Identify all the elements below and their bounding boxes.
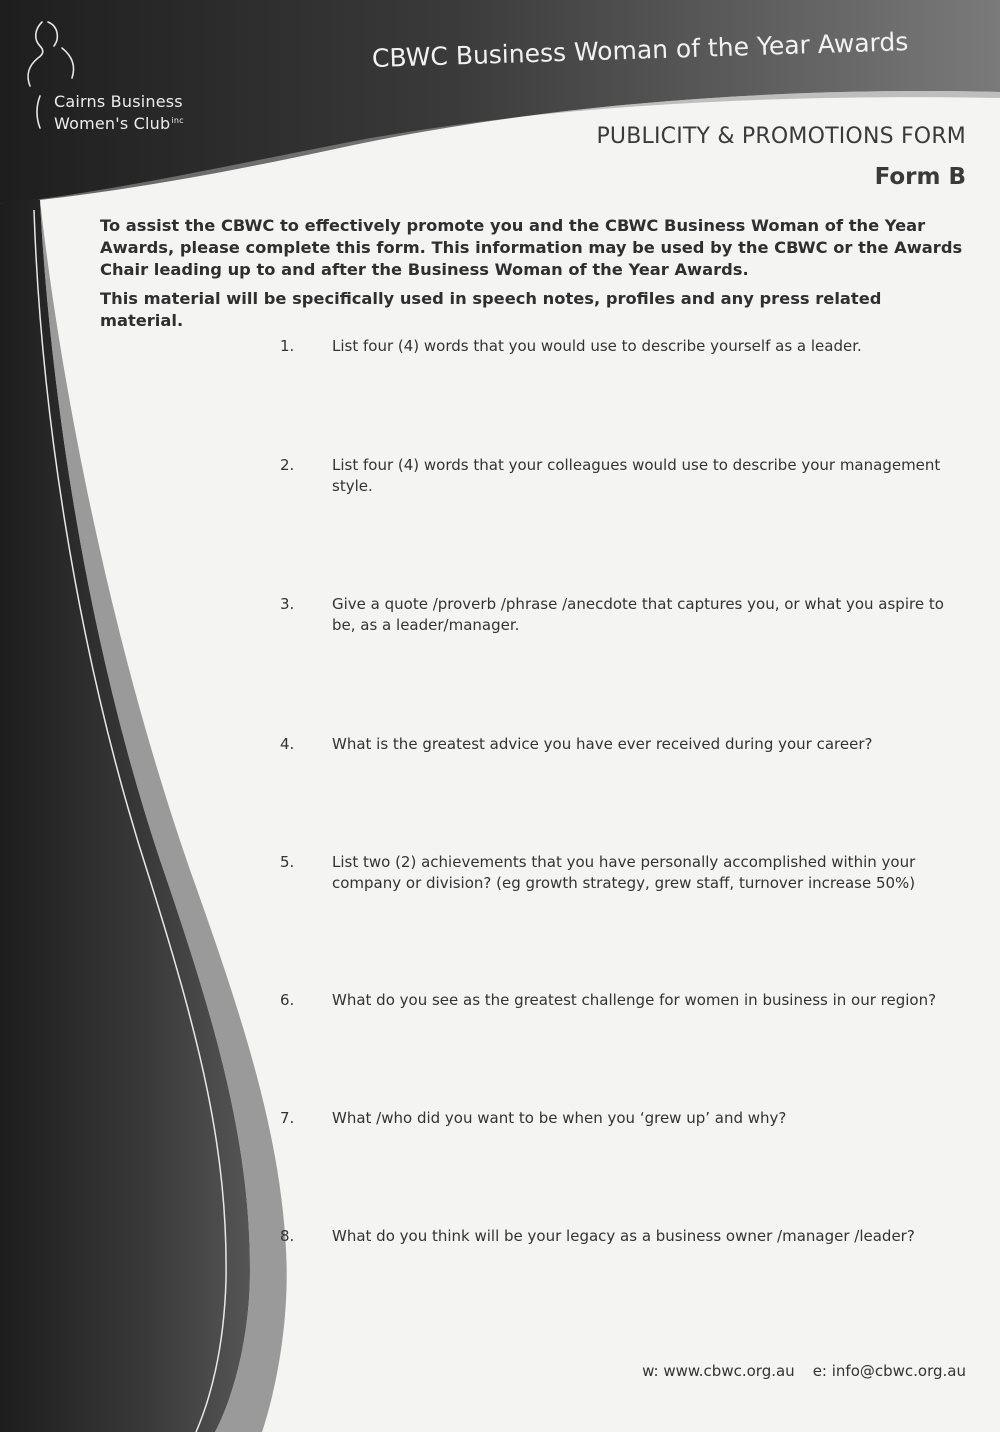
question-number: 6. [280,991,295,1009]
question-number: 4. [280,735,295,753]
question-number: 7. [280,1109,295,1127]
intro-paragraph-2: This material will be specifically used in speech notes, profiles and any press related material. [100,289,882,330]
logo-suffix: inc [171,116,184,125]
question-text: List four (4) words that your colleagues would use to describe your management style. [332,456,941,495]
question-number: 1. [280,337,295,355]
question-text: List two (2) achievements that you have personally accomplished within your company or division? (eg growth strategy, grew staff, turnover increase 50%) [332,853,916,892]
question-text: What /who did you want to be when you ‘grew up’ and why? [332,1109,787,1127]
question-number: 3. [280,595,295,613]
side-panel [0,199,250,1432]
awards-title: CBWC Business Woman of the Year Awards [371,27,909,73]
question-number: 8. [280,1227,295,1245]
question-text: List four (4) words that you would use to describe yourself as a leader. [332,337,862,355]
logo-line-1: Cairns Business [54,92,183,111]
footer-contact [642,1362,966,1380]
question-text: Give a quote /proverb /phrase /anecdote that captures you, or what you aspire to be, as a leader/manager. [332,595,944,634]
question-text: What is the greatest advice you have ever received during your career? [332,735,873,753]
question-number: 2. [280,456,295,474]
footer-website[interactable]: w: www.cbwc.org.au [642,1362,795,1380]
logo-line-2 [54,111,184,133]
question-text: What do you see as the greatest challenge for women in business in our region? [332,991,937,1009]
logo-wordmark [54,92,184,133]
footer-email[interactable]: e: info@cbwc.org.au [812,1362,966,1380]
intro-paragraph-1: To assist the CBWC to effectively promote you and the CBWC Business Woman of the Year Awards, please complete this form. This information may be used by the CBWC or the Awards Chair leading up to and after the Business Woman of the Year Awards. [100,216,963,279]
form-subheading: Form B [874,164,966,190]
intro-text [100,215,970,332]
logo-line-2-text: Women's Club [54,114,171,133]
question-text: What do you think will be your legacy as a business owner /manager /leader? [332,1227,915,1245]
question-number: 5. [280,853,295,871]
form-heading: PUBLICITY & PROMOTIONS FORM [596,124,966,149]
